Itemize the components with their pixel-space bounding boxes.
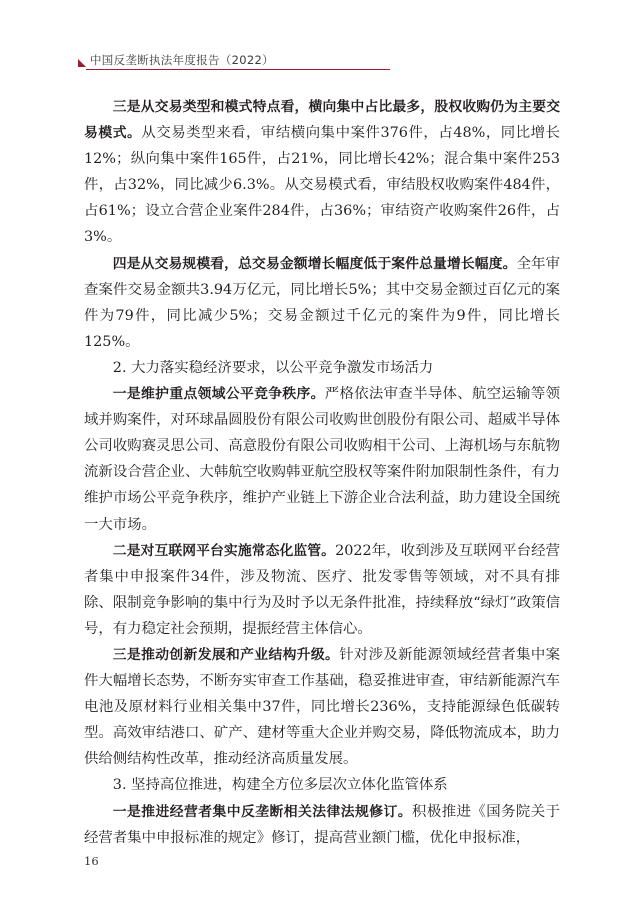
header-title: 中国反垄断执法年度报告（2022） <box>90 53 274 67</box>
paragraph-transaction-scale <box>84 251 560 355</box>
paragraph-law-revision <box>84 799 560 851</box>
paragraph-transaction-type <box>84 94 560 251</box>
paragraph-innovation <box>84 642 560 772</box>
page-number: 16 <box>84 854 99 868</box>
paragraph-fair-competition <box>84 381 560 538</box>
paragraph-text: 从交易类型来看，审结横向集中案件376件，占48%，同比增长12%；纵向集中案件165件，占21%，同比增长42%；混合集中案件253件，占32%，同比减少6.3%。从交易模式看，审结股权收购案件484件，占61%；设立合营企业案件284件，占36%；审结资产收购案件26件，占3%。 <box>84 125 560 246</box>
section-heading-2: 2. 大力落实稳经济要求，以公平竞争激发市场活力 <box>112 359 434 376</box>
paragraph-text: 全年审查案件交易金额共3.94万亿元，同比增长5%；其中交易金额过百亿元的案件为79件，同比减少5%；交易金额过千亿元的案件为9件，同比增长125%。 <box>84 255 560 350</box>
paragraph-lead: 三是从交易类型和模式特点看，横向集中占比最多，股权收购仍为主要交易模式。 <box>84 99 560 142</box>
paragraph-text: 2022年，收到涉及互联网平台经营者集中申报案件34件，涉及物流、医疗、批发零售等领域，对不具有排除、限制竞争影响的集中行为及时予以无条件批准，持续释放“绿灯”政策信号，有力稳定社会预期，提振经营主体信心。 <box>84 542 561 637</box>
paragraph-lead: 四是从交易规模看，总交易金额增长幅度低于案件总量增长幅度。 <box>112 255 517 272</box>
paragraph-internet-platform <box>84 538 560 642</box>
running-header <box>78 50 390 72</box>
header-rule <box>86 69 390 70</box>
section-heading-3: 3. 坚持高位推进，构建全方位多层次立体化监管体系 <box>112 777 448 794</box>
paragraph-text: 积极推进《国务院关于经营者集中申报标准的规定》修订，提高营业额门槛，优化申报标准， <box>84 803 560 846</box>
paragraph-lead: 一是推进经营者集中反垄断相关法律法规修订。 <box>112 803 413 820</box>
body-text <box>84 94 560 851</box>
paragraph-lead: 二是对互联网平台实施常态化监管。 <box>112 542 336 559</box>
paragraph-text: 针对涉及新能源领域经营者集中案件大幅增长态势，不断夯实审查工作基础，稳妥推进审查，审结新能源汽车电池及原材料行业相关集中37件，同比增长236%，支持能源绿色低碳转型。高效审结港口、矿产、建材等重大企业并购交易，降低物流成本，助力供给侧结构性改革，推动经济高质量发展。 <box>84 646 560 768</box>
paragraph-text: 严格依法审查半导体、航空运输等领域并购案件，对环球晶圆股份有限公司收购世创股份有限公司、超威半导体公司收购赛灵思公司、高意股份有限公司收购相干公司、上海机场与东航物流新设合营企业、大韩航空收购韩亚航空股权等案件附加限制性条件，有力维护市场公平竞争秩序，维护产业链上下游企业合法利益，助力建设全国统一大市场。 <box>84 386 560 533</box>
header-triangle-icon <box>78 59 86 67</box>
paragraph-lead: 一是维护重点领域公平竞争秩序。 <box>112 386 325 403</box>
paragraph-lead: 三是推动创新发展和产业结构升级。 <box>112 646 340 663</box>
